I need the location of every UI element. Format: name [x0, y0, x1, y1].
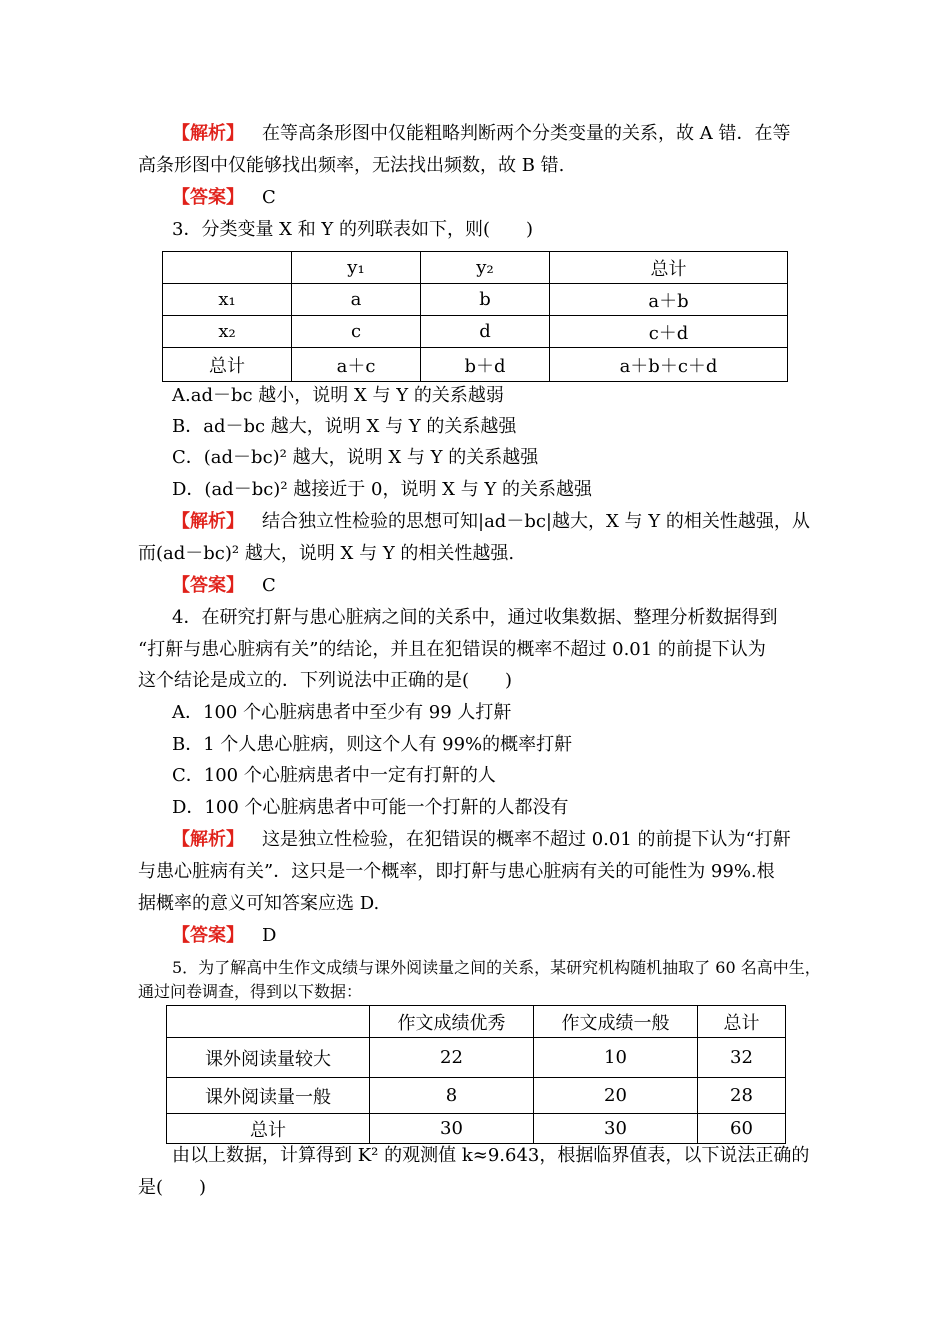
analysis-line-3: 据概率的意义可知答案应选 D. — [138, 893, 380, 914]
table-cell: x₂ — [163, 316, 292, 348]
table-row — [163, 316, 788, 348]
option-d: D．(ad－bc)² 越接近于 0，说明 X 与 Y 的关系越强 — [172, 479, 593, 500]
table-cell: 22 — [370, 1038, 534, 1078]
table-row — [163, 348, 788, 382]
table-cell: a — [292, 284, 421, 316]
table-row — [163, 284, 788, 316]
analysis-line-1 — [172, 120, 790, 148]
answer-value: D — [262, 925, 277, 946]
option-c: C．(ad－bc)² 越大，说明 X 与 Y 的关系越强 — [172, 447, 539, 468]
table-header-cell: y₁ — [292, 252, 421, 284]
question-5-line-1: 5．为了解高中生作文成绩与课外阅读量之间的关系，某研究机构随机抽取了 60 名高中生， — [172, 958, 821, 977]
table-cell: a＋b＋c＋d — [550, 348, 788, 382]
table-header-cell — [163, 252, 292, 284]
analysis-line-2: 高条形图中仅能够找出频率，无法找出频数，故 B 错. — [138, 155, 565, 176]
table-cell: d — [421, 316, 550, 348]
table-cell: 28 — [698, 1078, 786, 1114]
question-4-line-1: 4．在研究打鼾与患心脏病之间的关系中，通过收集数据、整理分析数据得到 — [172, 607, 778, 628]
answer-label: 【答案】 — [172, 187, 244, 208]
table-cell: 32 — [698, 1038, 786, 1078]
option-b: B．1 个人患心脏病，则这个人有 99%的概率打鼾 — [172, 734, 573, 755]
analysis-label: 【解析】 — [172, 511, 244, 532]
table-cell: a＋b — [550, 284, 788, 316]
analysis-line-2: 与患心脏病有关”．这只是一个概率，即打鼾与患心脏病有关的可能性为 99%.根 — [138, 861, 775, 882]
question-5-after-2: 是( ) — [138, 1177, 207, 1198]
analysis-text: 这是独立性检验，在犯错误的概率不超过 0.01 的前提下认为“打鼾 — [262, 829, 791, 850]
answer-line — [172, 922, 276, 950]
analysis-label: 【解析】 — [172, 123, 244, 144]
question-4-line-3: 这个结论是成立的．下列说法中正确的是( ) — [138, 670, 513, 691]
table-cell: b＋d — [421, 348, 550, 382]
option-d: D．100 个心脏病患者中可能一个打鼾的人都没有 — [172, 797, 569, 818]
survey-table — [166, 1005, 786, 1144]
table-cell: 10 — [534, 1038, 698, 1078]
table-cell: 课外阅读量一般 — [167, 1078, 370, 1114]
table-cell: c＋d — [550, 316, 788, 348]
table-header-cell: y₂ — [421, 252, 550, 284]
analysis-line-1 — [172, 508, 810, 536]
table-row — [167, 1038, 786, 1078]
option-a: A.ad－bc 越小，说明 X 与 Y 的关系越弱 — [172, 385, 504, 406]
question-4-line-2: “打鼾与患心脏病有关”的结论，并且在犯错误的概率不超过 0.01 的前提下认为 — [138, 639, 766, 660]
answer-value: C — [262, 187, 276, 208]
contingency-table — [162, 251, 788, 382]
table-cell: 8 — [370, 1078, 534, 1114]
table-cell: x₁ — [163, 284, 292, 316]
answer-value: C — [262, 575, 276, 596]
question-5-line-2: 通过问卷调查，得到以下数据： — [138, 982, 363, 1001]
table-cell: 60 — [698, 1114, 786, 1144]
table-header-cell: 总计 — [550, 252, 788, 284]
option-b: B．ad－bc 越大，说明 X 与 Y 的关系越强 — [172, 416, 517, 437]
analysis-text: 结合独立性检验的思想可知|ad－bc|越大，X 与 Y 的相关性越强，从 — [262, 511, 810, 532]
table-row — [167, 1114, 786, 1144]
answer-label: 【答案】 — [172, 925, 244, 946]
analysis-label: 【解析】 — [172, 829, 244, 850]
table-cell: 课外阅读量较大 — [167, 1038, 370, 1078]
table-cell: 总计 — [167, 1114, 370, 1144]
table-header-cell: 作文成绩一般 — [534, 1006, 698, 1038]
analysis-line-2: 而(ad－bc)² 越大，说明 X 与 Y 的相关性越强. — [138, 543, 515, 564]
table-row — [167, 1078, 786, 1114]
table-cell: c — [292, 316, 421, 348]
table-cell: 总计 — [163, 348, 292, 382]
question-3-stem: 3．分类变量 X 和 Y 的列联表如下，则( ) — [172, 219, 534, 240]
table-cell: 20 — [534, 1078, 698, 1114]
option-a: A．100 个心脏病患者中至少有 99 人打鼾 — [172, 702, 512, 723]
option-c: C．100 个心脏病患者中一定有打鼾的人 — [172, 765, 496, 786]
table-header-cell — [167, 1006, 370, 1038]
answer-line — [172, 184, 276, 212]
analysis-text: 在等高条形图中仅能粗略判断两个分类变量的关系，故 A 错．在等 — [262, 123, 791, 144]
table-cell: b — [421, 284, 550, 316]
analysis-line-1 — [172, 826, 791, 854]
question-5-after-1: 由以上数据，计算得到 K² 的观测值 k≈9.643，根据临界值表，以下说法正确的 — [172, 1145, 810, 1166]
answer-line — [172, 572, 276, 600]
table-header-cell: 作文成绩优秀 — [370, 1006, 534, 1038]
table-cell: a＋c — [292, 348, 421, 382]
answer-label: 【答案】 — [172, 575, 244, 596]
table-cell: 30 — [370, 1114, 534, 1144]
table-cell: 30 — [534, 1114, 698, 1144]
table-header-cell: 总计 — [698, 1006, 786, 1038]
